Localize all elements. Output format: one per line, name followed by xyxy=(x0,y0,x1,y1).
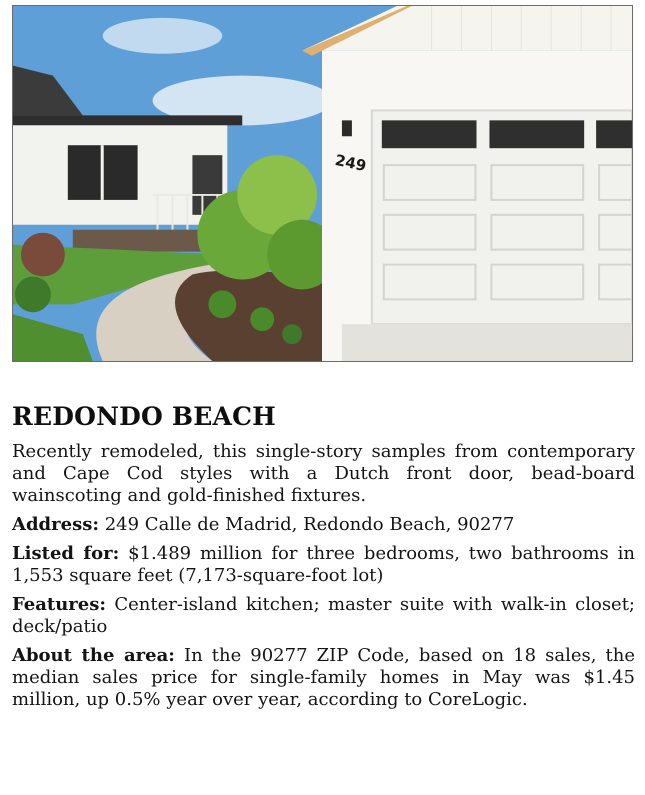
features-value: Center-island kitchen; master suite with walk-in closet; deck/patio xyxy=(12,594,635,637)
headline: REDONDO BEACH xyxy=(12,402,277,431)
address-label: Address: xyxy=(12,514,99,535)
address-paragraph xyxy=(12,514,635,536)
address-value: 249 Calle de Madrid, Redondo Beach, 90277 xyxy=(99,514,515,535)
listed-value: $1.489 million for three bedrooms, two bathrooms in 1,553 square feet (7,173-square-foot lot) xyxy=(12,543,635,586)
listing-article xyxy=(12,395,635,718)
house-photo-illustration xyxy=(13,6,632,361)
features-label: Features: xyxy=(12,594,107,615)
intro-paragraph xyxy=(12,441,635,507)
area-value: In the 90277 ZIP Code, based on 18 sales, the median sales price for single-family homes in May was $1.45 million, up 0.5% year over year, according to CoreLogic. xyxy=(12,645,635,710)
intro-text: Recently remodeled, this single-story samples from contemporary and Cape Cod styles with a Dutch front door, bead-board wainscoting and gold-finished fixtures. xyxy=(12,441,635,506)
area-label: About the area: xyxy=(12,645,175,666)
features-paragraph xyxy=(12,594,635,638)
area-paragraph xyxy=(12,645,635,711)
house-number: 249 xyxy=(333,150,368,176)
listed-paragraph xyxy=(12,543,635,587)
listed-label: Listed for: xyxy=(12,543,120,564)
house-photo xyxy=(12,5,633,362)
